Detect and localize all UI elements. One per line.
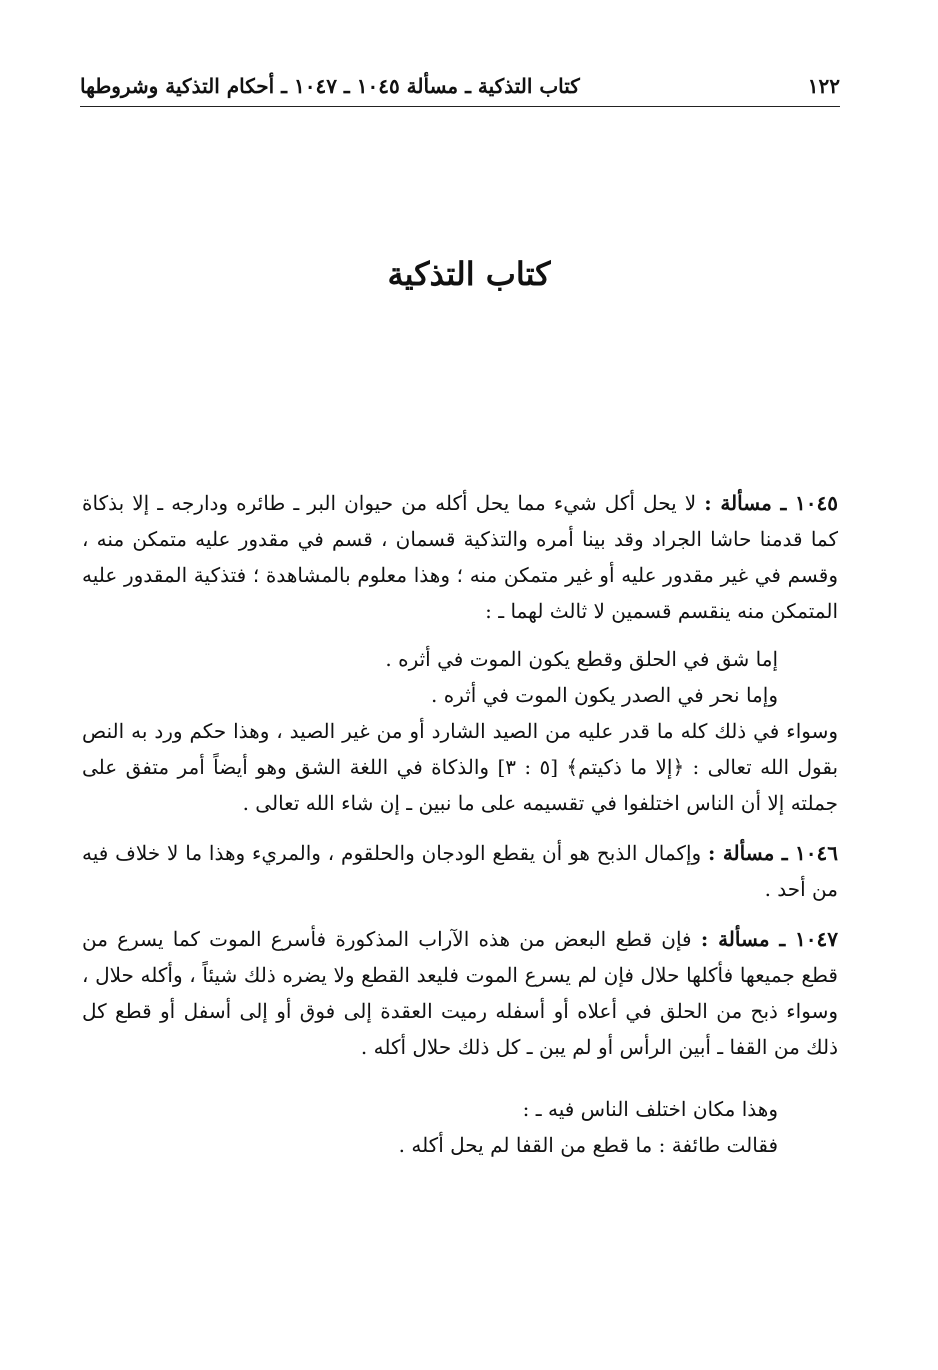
issue-text: لا يحل أكل شيء مما يحل أكله من حيوان البر ـ طائره ودارجه ـ إلا بذكاة كما قدمنا حاشا الجراد وقد بينا أمره والتذكية قسمان ، قسم في مقدور عليه متمكن منه ، وقسم في غير مقدور عليه أو غير متمكن منه ؛ وهذا معلوم بالمشاهدة ؛ فتذكية المقدور عليه المتمكن منه ينقسم قسمين لا ثالث لهما ـ : bbox=[82, 491, 838, 623]
page-header bbox=[80, 58, 840, 98]
running-title: كتاب التذكية ـ مسألة ١٠٤٥ ـ ١٠٤٧ ـ أحكام التذكية وشروطها bbox=[80, 74, 580, 98]
continuation-paragraph: وسواء في ذلك كله ما قدر عليه من الصيد الشارد أو من غير الصيد ، وهذا حكم ورد به النص بقول الله تعالى : ﴿إلا ما ذكيتم﴾ [٥ : ٣] والذكاة في اللغة الشق وهو أيضاً أمر متفق على جملته إلا أن الناس اختلفوا في تقسيمه على ما نبين ـ إن شاء الله تعالى . bbox=[82, 719, 839, 815]
header-divider bbox=[80, 106, 840, 107]
page-number: ١٢٢ bbox=[807, 74, 840, 98]
indented-line: وإما نحر في الصدر يكون الموت في أثره . bbox=[430, 683, 778, 707]
spacer bbox=[82, 629, 838, 641]
indented-line: وهذا مكان اختلف الناس فيه ـ : bbox=[522, 1097, 778, 1121]
body-text bbox=[82, 485, 838, 1163]
issue-text: وإكمال الذبح هو أن يقطع الودجان والحلقوم ، والمريء وهذا ما لا خلاف فيه من أحد . bbox=[82, 841, 838, 901]
indented-line: إما شق في الحلق وقطع يكون الموت في أثره . bbox=[385, 647, 778, 671]
issue-paragraph-1047 bbox=[82, 921, 838, 1065]
issue-paragraph-1045 bbox=[82, 485, 838, 629]
spacer bbox=[82, 1065, 838, 1091]
issue-label: ١٠٤٧ ـ مسألة : bbox=[700, 927, 839, 951]
issue-label: ١٠٤٦ ـ مسألة : bbox=[708, 841, 839, 865]
chapter-title: كتاب التذكية bbox=[387, 255, 551, 293]
issue-label: ١٠٤٥ ـ مسألة : bbox=[704, 491, 839, 515]
issue-paragraph-1046 bbox=[82, 835, 838, 907]
issue-text: فإن قطع البعض من هذه الآراب المذكورة فأسرع الموت كما يسرع من قطع جميعها فأكلها حلال فإن لم يسرع الموت فليعد القطع ولا يضره ذلك شيئاً ، وأكله حلال ، وسواء ذبح من الحلق في أعلاه أو أسفله رميت العقدة إلى فوق أو إلى أسفل أو قطع كل ذلك من القفا ـ أبين الرأس أو لم يبن ـ كل ذلك حلال أكله . bbox=[82, 927, 838, 1059]
indented-line: فقالت طائفة : ما قطع من القفا لم يحل أكله . bbox=[398, 1133, 778, 1157]
